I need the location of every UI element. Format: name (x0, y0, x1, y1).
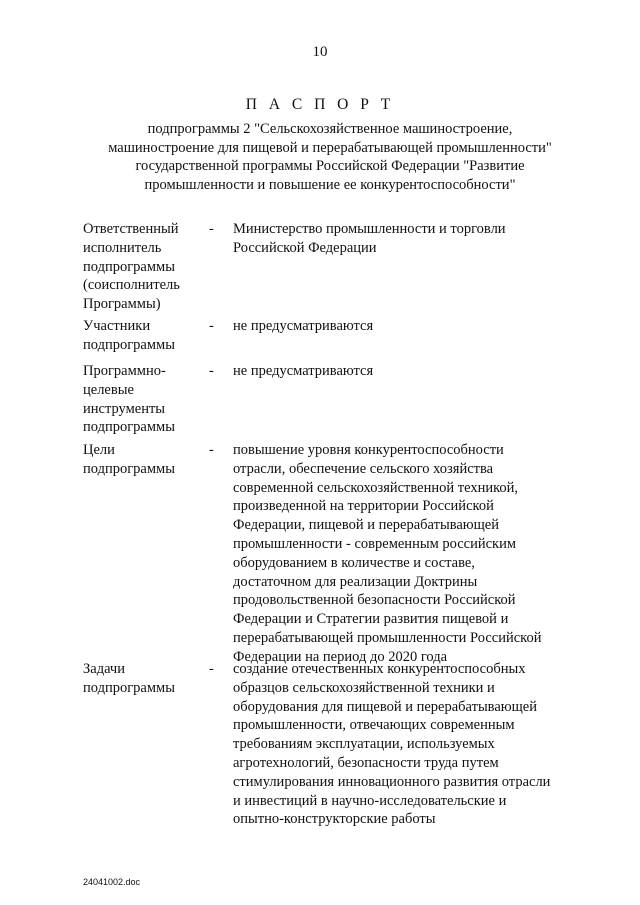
row-value-line: Министерство промышленности и торговли (233, 221, 506, 237)
row-value-line: произведенной на территории Российской (233, 498, 494, 515)
row-dash: - (209, 661, 214, 677)
row-value-line: Федерации и Стратегии развития пищевой и (233, 611, 509, 628)
row-value-line: оборудования для пищевой и перерабатывающей (233, 698, 537, 715)
row-label-line: Программы) (83, 296, 161, 313)
subtitle-line: промышленности и повышение ее конкурентоспособности" (144, 176, 516, 193)
row-value-line: оборудованием в количестве и составе, (233, 554, 475, 571)
row-value-line: промышленности, отвечающих современным (233, 717, 515, 734)
row-value-line: не предусматриваются (233, 363, 374, 379)
row-label-line: Программно- (83, 363, 166, 379)
row-dash: - (209, 442, 214, 458)
subtitle-line: государственной программы Российской Федерации "Развитие (135, 158, 525, 174)
row-value-line: Федерации, пищевой и перерабатывающей (233, 517, 499, 534)
row-value-line: не предусматриваются (233, 318, 374, 334)
row-value (233, 441, 593, 667)
row-dash: - (209, 363, 214, 379)
row-dash: - (209, 221, 214, 237)
row-value-line: и инвестиций в научно-исследовательские и (233, 792, 507, 809)
row-value-line: создание отечественных конкурентоспособных (233, 661, 526, 677)
row-value-line: агротехнологий, безопасности труда путем (233, 754, 499, 771)
row-value-line: Федерации на период до 2020 года (233, 648, 448, 665)
document-title: П А С П О Р Т (245, 96, 395, 113)
page-number: 10 (312, 44, 328, 60)
subtitle-line: подпрограммы 2 "Сельскохозяйственное машиностроение, (147, 121, 513, 137)
subtitle-line: машиностроение для пищевой и перерабатывающей промышленности" (108, 139, 552, 156)
row-label-line: подпрограммы (83, 336, 175, 353)
row-label-line: инструменты (83, 400, 166, 417)
row-label-line: Ответственный (83, 221, 179, 237)
row-value-line: промышленности - современным российским (233, 535, 517, 552)
row-label-line: целевые (83, 381, 134, 398)
row-label-line: подпрограммы (83, 419, 175, 436)
row-value-line: перерабатывающей промышленности Российской (233, 629, 542, 646)
row-value-line: Российской Федерации (233, 239, 377, 256)
row-label-line: Цели (83, 442, 115, 458)
row-value (233, 362, 593, 381)
row-value-line: опытно-конструкторские работы (233, 811, 436, 828)
row-label (83, 660, 203, 698)
row-label (83, 220, 203, 314)
row-label-line: подпрограммы (83, 460, 175, 477)
row-label-line: подпрограммы (83, 258, 175, 275)
row-value (233, 220, 593, 258)
row-value-line: требованиям эксплуатации, используемых (233, 736, 495, 753)
row-value-line: образцов сельскохозяйственной техники и (233, 679, 495, 696)
row-value (233, 660, 593, 829)
row-label-line: исполнитель (83, 239, 162, 256)
row-label (83, 362, 203, 437)
row-value-line: стимулирования инновационного развития отрасли (233, 773, 551, 790)
file-name-footer: 24041002.doc (83, 877, 141, 887)
row-value (233, 317, 593, 336)
row-label-line: подпрограммы (83, 679, 175, 696)
row-value-line: отрасли, обеспечение сельского хозяйства (233, 460, 494, 477)
row-value-line: современной сельскохозяйственной техникой, (233, 479, 519, 496)
row-value-line: повышение уровня конкурентоспособности (233, 442, 504, 458)
row-value-line: продовольственной безопасности Российской (233, 592, 516, 609)
row-label (83, 441, 203, 479)
row-label (83, 317, 203, 355)
row-label-line: Задачи (83, 661, 125, 677)
document-subtitle (70, 120, 590, 194)
row-label-line: (соисполнитель (83, 277, 180, 294)
row-dash: - (209, 318, 214, 334)
row-label-line: Участники (83, 318, 151, 334)
row-value-line: достаточном для реализации Доктрины (233, 573, 478, 590)
